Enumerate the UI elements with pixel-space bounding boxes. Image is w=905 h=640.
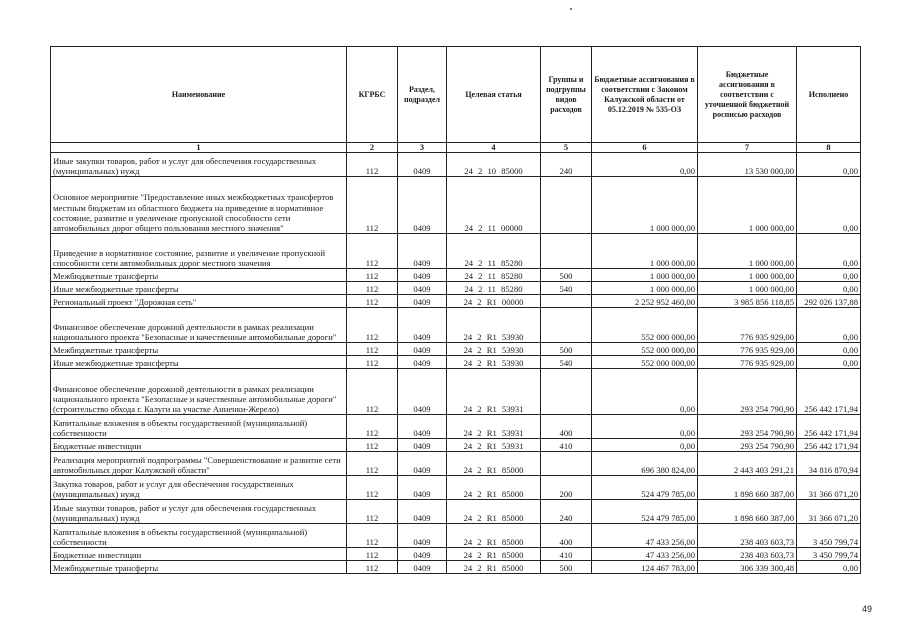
- row-target: 24 2 R1 85000: [447, 500, 541, 524]
- row-law-amount: 696 380 824,00: [592, 452, 698, 476]
- row-section: 0409: [398, 356, 447, 369]
- row-name: Межбюджетные трансферты: [51, 343, 347, 356]
- col-number: 2: [347, 143, 398, 153]
- row-kgrbs: 112: [347, 415, 398, 439]
- row-section: 0409: [398, 439, 447, 452]
- row-kgrbs: 112: [347, 476, 398, 500]
- row-refined-amount: 293 254 790,90: [698, 439, 797, 452]
- row-refined-amount: 13 530 000,00: [698, 153, 797, 177]
- header-section: Раздел, подраздел: [398, 47, 447, 143]
- row-group: 540: [541, 356, 592, 369]
- row-section: 0409: [398, 369, 447, 415]
- row-section: 0409: [398, 548, 447, 561]
- row-kgrbs: 112: [347, 308, 398, 343]
- row-refined-amount: 1 000 000,00: [698, 282, 797, 295]
- table-row: [51, 269, 861, 282]
- row-name: Реализация мероприятий подпрограммы "Совершенствование и развитие сети автомобильных дорог Калужской области": [51, 452, 347, 476]
- row-name: Бюджетные инвестиции: [51, 439, 347, 452]
- row-section: 0409: [398, 500, 447, 524]
- row-refined-amount: 776 935 929,00: [698, 343, 797, 356]
- row-kgrbs: 112: [347, 524, 398, 548]
- table-row: [51, 452, 861, 476]
- table-row: [51, 153, 861, 177]
- row-refined-amount: 238 403 603,73: [698, 548, 797, 561]
- row-law-amount: 47 433 256,00: [592, 524, 698, 548]
- row-target: 24 2 R1 53931: [447, 369, 541, 415]
- row-group: [541, 295, 592, 308]
- row-executed-amount: 0,00: [797, 343, 861, 356]
- table-row: [51, 177, 861, 234]
- row-kgrbs: 112: [347, 500, 398, 524]
- table-row: [51, 415, 861, 439]
- row-name: Иные закупки товаров, работ и услуг для обеспечения государственных (муниципальных) нужд: [51, 500, 347, 524]
- table-row: [51, 282, 861, 295]
- row-section: 0409: [398, 282, 447, 295]
- row-target: 24 2 R1 85000: [447, 452, 541, 476]
- row-target: 24 2 R1 53931: [447, 415, 541, 439]
- row-law-amount: 1 000 000,00: [592, 282, 698, 295]
- col-number: 5: [541, 143, 592, 153]
- col-number: 4: [447, 143, 541, 153]
- row-kgrbs: 112: [347, 295, 398, 308]
- row-target: 24 2 R1 00000: [447, 295, 541, 308]
- row-group: 240: [541, 153, 592, 177]
- row-group: 410: [541, 548, 592, 561]
- row-executed-amount: 31 366 071,20: [797, 476, 861, 500]
- header-kgrbs: КГРБС: [347, 47, 398, 143]
- column-number-row: [51, 143, 861, 153]
- row-target: 24 2 R1 53930: [447, 343, 541, 356]
- row-executed-amount: 34 816 870,94: [797, 452, 861, 476]
- row-kgrbs: 112: [347, 269, 398, 282]
- row-kgrbs: 112: [347, 356, 398, 369]
- row-law-amount: 0,00: [592, 153, 698, 177]
- row-target: 24 2 R1 85000: [447, 548, 541, 561]
- row-refined-amount: 1 000 000,00: [698, 234, 797, 269]
- header-executed: Исполнено: [797, 47, 861, 143]
- budget-table: [50, 46, 861, 574]
- row-group: 240: [541, 500, 592, 524]
- row-name: Основное мероприятие "Предоставление иных межбюджетных трансфертов местным бюджетам из областного бюджета на приведение в нормативное состояние, развитие и увеличение пропускной способности сети автомобильных дорог общего пользования местного значения": [51, 177, 347, 234]
- header-target: Целевая статья: [447, 47, 541, 143]
- row-group: [541, 234, 592, 269]
- row-name: Иные межбюджетные трансферты: [51, 356, 347, 369]
- row-executed-amount: 3 450 799,74: [797, 524, 861, 548]
- header-law: Бюджетные ассигнования в соответствии с Законом Калужской области от 05.12.2019 № 535-ОЗ: [592, 47, 698, 143]
- table-row: [51, 356, 861, 369]
- row-refined-amount: 293 254 790,90: [698, 369, 797, 415]
- row-executed-amount: 256 442 171,94: [797, 369, 861, 415]
- row-target: 24 2 11 00000: [447, 177, 541, 234]
- row-executed-amount: 0,00: [797, 153, 861, 177]
- row-law-amount: 0,00: [592, 439, 698, 452]
- row-kgrbs: 112: [347, 439, 398, 452]
- table-row: [51, 369, 861, 415]
- header-row: [51, 47, 861, 143]
- row-name: Иные закупки товаров, работ и услуг для обеспечения государственных (муниципальных) нужд: [51, 153, 347, 177]
- row-target: 24 2 10 85000: [447, 153, 541, 177]
- row-executed-amount: 0,00: [797, 356, 861, 369]
- row-target: 24 2 R1 53930: [447, 356, 541, 369]
- row-name: Капитальные вложения в объекты государственной (муниципальной) собственности: [51, 524, 347, 548]
- row-executed-amount: 256 442 171,94: [797, 415, 861, 439]
- row-section: 0409: [398, 561, 447, 574]
- row-refined-amount: 776 935 929,00: [698, 308, 797, 343]
- row-group: 400: [541, 524, 592, 548]
- row-name: Капитальные вложения в объекты государственной (муниципальной) собственности: [51, 415, 347, 439]
- row-target: 24 2 11 85280: [447, 234, 541, 269]
- row-executed-amount: 31 366 071,20: [797, 500, 861, 524]
- row-group: [541, 369, 592, 415]
- row-refined-amount: 306 339 300,48: [698, 561, 797, 574]
- row-group: 500: [541, 561, 592, 574]
- row-law-amount: 0,00: [592, 415, 698, 439]
- row-group: [541, 177, 592, 234]
- row-law-amount: 1 000 000,00: [592, 269, 698, 282]
- row-executed-amount: 0,00: [797, 561, 861, 574]
- scan-speck: [570, 8, 572, 10]
- row-law-amount: 47 433 256,00: [592, 548, 698, 561]
- row-executed-amount: 0,00: [797, 269, 861, 282]
- row-group: 500: [541, 269, 592, 282]
- row-law-amount: 552 000 000,00: [592, 343, 698, 356]
- row-refined-amount: 1 000 000,00: [698, 177, 797, 234]
- table-row: [51, 548, 861, 561]
- row-section: 0409: [398, 153, 447, 177]
- row-law-amount: 1 000 000,00: [592, 234, 698, 269]
- row-name: Финансовое обеспечение дорожной деятельности в рамках реализации национального проекта "Безопасные и качественные автомобильные дороги" (строительство обхода г. Калуги на участке Анненки-Жерело): [51, 369, 347, 415]
- row-kgrbs: 112: [347, 177, 398, 234]
- table-row: [51, 343, 861, 356]
- header-refined: Бюджетные ассигнования в соответствии с уточненной бюджетной росписью расходов: [698, 47, 797, 143]
- row-kgrbs: 112: [347, 561, 398, 574]
- row-law-amount: 552 000 000,00: [592, 308, 698, 343]
- row-kgrbs: 112: [347, 234, 398, 269]
- row-kgrbs: 112: [347, 153, 398, 177]
- table-row: [51, 476, 861, 500]
- row-law-amount: 124 467 783,00: [592, 561, 698, 574]
- row-executed-amount: 0,00: [797, 234, 861, 269]
- row-target: 24 2 R1 85000: [447, 524, 541, 548]
- row-section: 0409: [398, 476, 447, 500]
- row-group: 200: [541, 476, 592, 500]
- row-refined-amount: 1 000 000,00: [698, 269, 797, 282]
- table-row: [51, 561, 861, 574]
- row-executed-amount: 0,00: [797, 177, 861, 234]
- row-refined-amount: 238 403 603,73: [698, 524, 797, 548]
- row-law-amount: 0,00: [592, 369, 698, 415]
- table-row: [51, 308, 861, 343]
- col-number: 7: [698, 143, 797, 153]
- row-name: Межбюджетные трансферты: [51, 269, 347, 282]
- row-law-amount: 524 479 785,00: [592, 500, 698, 524]
- row-group: 410: [541, 439, 592, 452]
- row-target: 24 2 R1 53931: [447, 439, 541, 452]
- row-name: Региональный проект "Дорожная сеть": [51, 295, 347, 308]
- row-section: 0409: [398, 177, 447, 234]
- row-executed-amount: 0,00: [797, 308, 861, 343]
- page-number: 49: [862, 604, 873, 614]
- row-refined-amount: 293 254 790,90: [698, 415, 797, 439]
- row-name: Бюджетные инвестиции: [51, 548, 347, 561]
- row-name: Иные межбюджетные трансферты: [51, 282, 347, 295]
- row-section: 0409: [398, 343, 447, 356]
- row-target: 24 2 11 85280: [447, 269, 541, 282]
- row-refined-amount: 2 443 403 291,21: [698, 452, 797, 476]
- row-group: 540: [541, 282, 592, 295]
- row-executed-amount: 292 026 137,88: [797, 295, 861, 308]
- row-law-amount: 1 000 000,00: [592, 177, 698, 234]
- col-number: 6: [592, 143, 698, 153]
- row-refined-amount: 776 935 929,00: [698, 356, 797, 369]
- row-executed-amount: 3 450 799,74: [797, 548, 861, 561]
- header-name: Наименование: [51, 47, 347, 143]
- row-law-amount: 524 479 785,00: [592, 476, 698, 500]
- row-refined-amount: 1 898 660 387,00: [698, 500, 797, 524]
- row-kgrbs: 112: [347, 369, 398, 415]
- col-number: 8: [797, 143, 861, 153]
- row-section: 0409: [398, 234, 447, 269]
- row-section: 0409: [398, 415, 447, 439]
- row-refined-amount: 1 898 660 387,00: [698, 476, 797, 500]
- row-target: 24 2 11 85280: [447, 282, 541, 295]
- row-section: 0409: [398, 452, 447, 476]
- table-row: [51, 295, 861, 308]
- table-row: [51, 500, 861, 524]
- col-number: 3: [398, 143, 447, 153]
- row-executed-amount: 0,00: [797, 282, 861, 295]
- row-section: 0409: [398, 524, 447, 548]
- col-number: 1: [51, 143, 347, 153]
- row-executed-amount: 256 442 171,94: [797, 439, 861, 452]
- row-kgrbs: 112: [347, 452, 398, 476]
- row-target: 24 2 R1 53930: [447, 308, 541, 343]
- row-kgrbs: 112: [347, 548, 398, 561]
- row-law-amount: 552 000 000,00: [592, 356, 698, 369]
- row-name: Финансовое обеспечение дорожной деятельности в рамках реализации национального проекта "Безопасные и качественные автомобильные дороги": [51, 308, 347, 343]
- table-row: [51, 439, 861, 452]
- row-kgrbs: 112: [347, 282, 398, 295]
- row-name: Приведение в нормативное состояние, развитие и увеличение пропускной способности сети автомобильных дорог местного значения: [51, 234, 347, 269]
- row-section: 0409: [398, 295, 447, 308]
- row-group: [541, 452, 592, 476]
- header-group: Группы и подгруппы видов расходов: [541, 47, 592, 143]
- row-target: 24 2 R1 85000: [447, 561, 541, 574]
- row-group: [541, 308, 592, 343]
- row-law-amount: 2 252 952 460,00: [592, 295, 698, 308]
- row-group: 500: [541, 343, 592, 356]
- row-section: 0409: [398, 269, 447, 282]
- table-row: [51, 524, 861, 548]
- row-group: 400: [541, 415, 592, 439]
- table-row: [51, 234, 861, 269]
- row-refined-amount: 3 985 856 118,85: [698, 295, 797, 308]
- row-name: Межбюджетные трансферты: [51, 561, 347, 574]
- row-name: Закупка товаров, работ и услуг для обеспечения государственных (муниципальных) нужд: [51, 476, 347, 500]
- row-section: 0409: [398, 308, 447, 343]
- row-kgrbs: 112: [347, 343, 398, 356]
- row-target: 24 2 R1 85000: [447, 476, 541, 500]
